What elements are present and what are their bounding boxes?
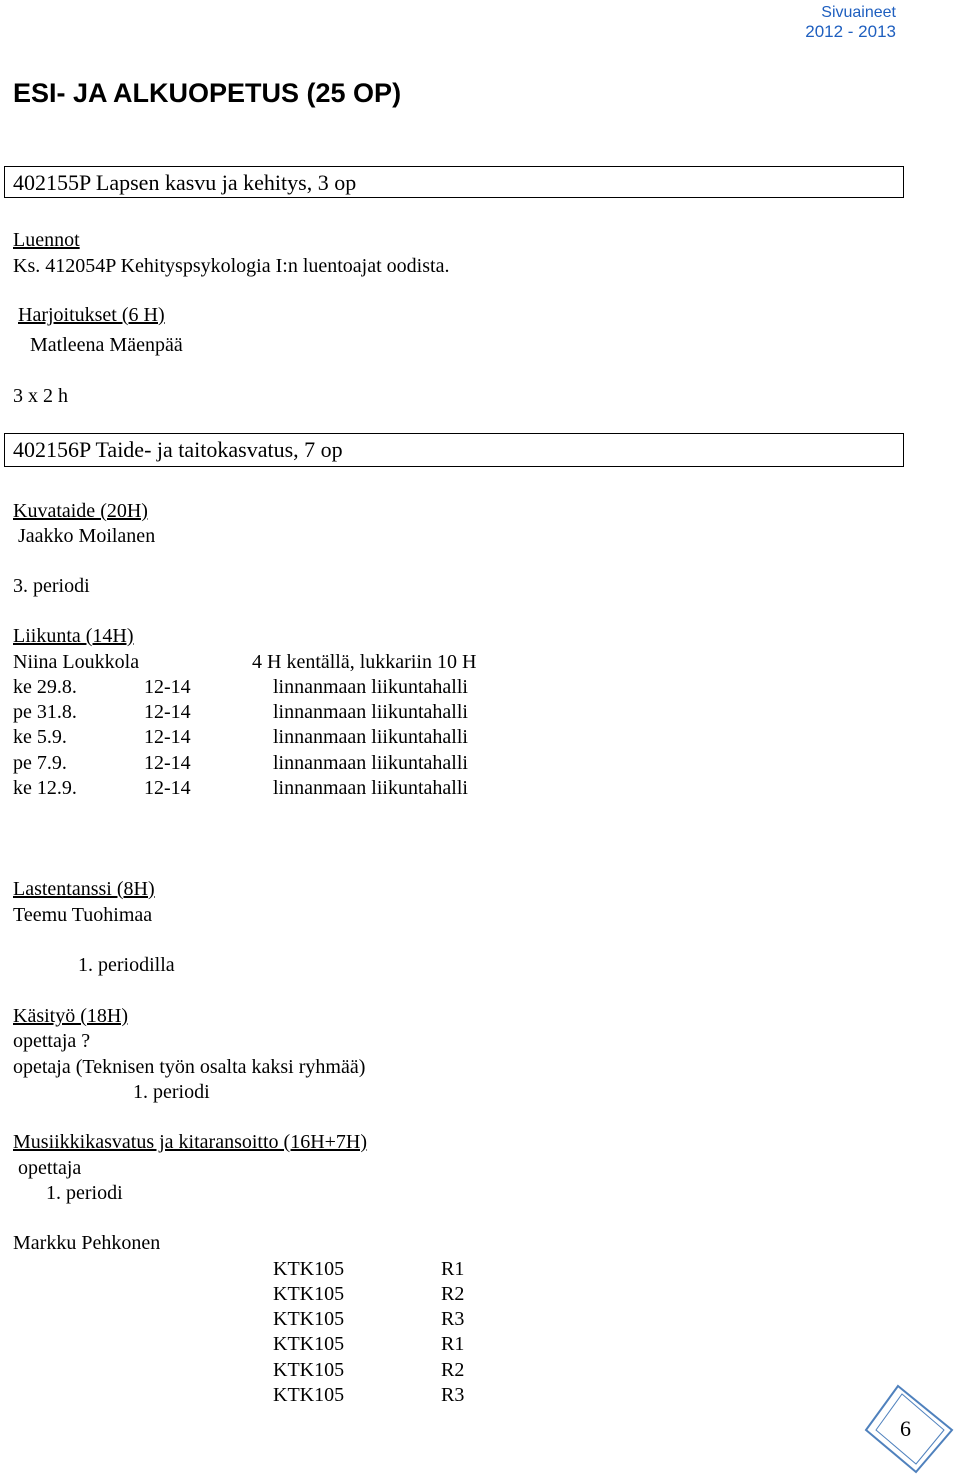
- exercises-schedule: 3 x 2 h: [13, 385, 68, 407]
- pe-session-place: linnanmaan liikuntahalli: [273, 701, 468, 723]
- pe-session-date: ke 5.9.: [13, 726, 67, 748]
- course-1-title-box: [4, 166, 904, 198]
- craft-teacher-2: opetaja (Teknisen työn osalta kaksi ryhmää): [13, 1056, 366, 1078]
- pe-heading: Liikunta (14H): [13, 625, 134, 647]
- pe-session-time: 12-14: [144, 752, 191, 774]
- music-heading: Musiikkikasvatus ja kitaransoitto (16H+7H): [13, 1131, 368, 1153]
- music-group-code: KTK105: [273, 1384, 345, 1406]
- pe-session-time: 12-14: [144, 701, 191, 723]
- exercises-teacher: Matleena Mäenpää: [30, 334, 183, 356]
- lectures-heading: Luennot: [13, 229, 80, 251]
- pe-session-time: 12-14: [144, 726, 191, 748]
- pe-session-place: linnanmaan liikuntahalli: [273, 777, 468, 799]
- pe-session-place: linnanmaan liikuntahalli: [273, 752, 468, 774]
- pe-note: 4 H kentällä, lukkariin 10 H: [252, 651, 477, 673]
- music-group-code: KTK105: [273, 1359, 345, 1381]
- art-heading: Kuvataide (20H): [13, 500, 148, 522]
- page-number: 6: [900, 1416, 911, 1441]
- music-group-id: R2: [441, 1283, 465, 1305]
- music-group-id: R3: [441, 1384, 465, 1406]
- music-teacher: opettaja: [18, 1157, 82, 1179]
- pe-session-time: 12-14: [144, 676, 191, 698]
- music-group-id: R3: [441, 1308, 465, 1330]
- art-teacher: Jaakko Moilanen: [18, 525, 156, 547]
- pe-teacher: Niina Loukkola: [13, 651, 140, 673]
- pe-session-time: 12-14: [144, 777, 191, 799]
- dance-heading: Lastentanssi (8H): [13, 878, 155, 900]
- pe-session-date: ke 29.8.: [13, 676, 77, 698]
- music-group-id: R1: [441, 1333, 465, 1355]
- music-group-code: KTK105: [273, 1308, 345, 1330]
- header-label: Sivuaineet: [821, 4, 896, 21]
- course-1-title: 402155P Lapsen kasvu ja kehitys, 3 op: [13, 170, 357, 195]
- dance-period: 1. periodilla: [78, 954, 175, 976]
- header-year: 2012 - 2013: [805, 22, 896, 41]
- lectures-note: Ks. 412054P Kehityspsykologia I:n luentoajat oodista.: [13, 255, 450, 277]
- craft-heading: Käsityö (18H): [13, 1005, 128, 1027]
- exercises-heading: Harjoitukset (6 H): [18, 304, 165, 326]
- music-group-code: KTK105: [273, 1258, 345, 1280]
- craft-period: 1. periodi: [133, 1081, 210, 1103]
- music-group-id: R2: [441, 1359, 465, 1381]
- course-2-title-box: [4, 433, 904, 467]
- pe-session-date: pe 7.9.: [13, 752, 67, 774]
- music-group-code: KTK105: [273, 1283, 345, 1305]
- pe-session-date: ke 12.9.: [13, 777, 77, 799]
- pe-session-place: linnanmaan liikuntahalli: [273, 726, 468, 748]
- pe-session-place: linnanmaan liikuntahalli: [273, 676, 468, 698]
- page-title: ESI- JA ALKUOPETUS (25 OP): [13, 78, 402, 108]
- music-group-code: KTK105: [273, 1333, 345, 1355]
- course-2-title: 402156P Taide- ja taitokasvatus, 7 op: [13, 437, 343, 462]
- music-teacher-2: Markku Pehkonen: [13, 1232, 161, 1254]
- pe-session-date: pe 31.8.: [13, 701, 77, 723]
- art-period: 3. periodi: [13, 575, 90, 597]
- craft-teacher-1: opettaja ?: [13, 1030, 91, 1052]
- dance-teacher: Teemu Tuohimaa: [13, 904, 153, 926]
- music-period: 1. periodi: [46, 1182, 123, 1204]
- music-group-id: R1: [441, 1258, 465, 1280]
